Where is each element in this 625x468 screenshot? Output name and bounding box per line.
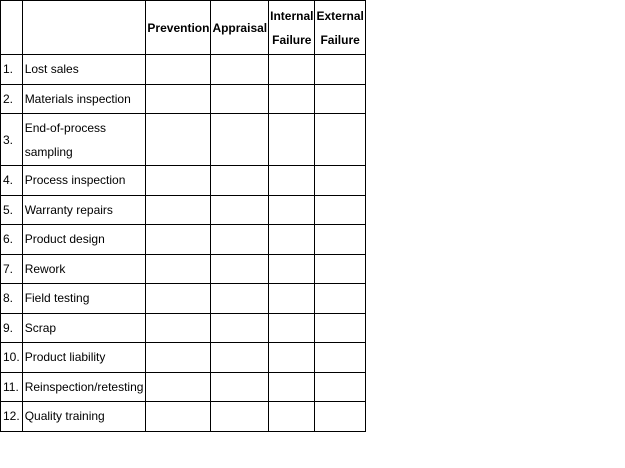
header-internal-failure [269,1,315,55]
prevention-cell [146,284,211,314]
prevention-cell [146,372,211,402]
prevention-cell [146,402,211,432]
header-prevention: Prevention [146,1,211,55]
prevention-cell [146,55,211,85]
prevention-cell [146,84,211,114]
appraisal-cell [211,55,269,85]
appraisal-cell [211,254,269,284]
row-number: 4. [1,166,23,196]
header-external-line1: External [316,8,364,23]
row-number: 1. [1,55,23,85]
row-number: 6. [1,225,23,255]
table-row [1,313,366,343]
internal-failure-cell [269,225,315,255]
internal-failure-cell [269,372,315,402]
table-row [1,225,366,255]
row-item: Materials inspection [22,84,146,114]
table-row [1,372,366,402]
appraisal-cell [211,84,269,114]
internal-failure-cell [269,254,315,284]
internal-failure-cell [269,114,315,166]
table-row [1,166,366,196]
external-failure-cell [315,55,365,85]
external-failure-cell [315,313,365,343]
header-internal-line1: Internal [270,8,314,23]
appraisal-cell [211,343,269,373]
row-number: 5. [1,195,23,225]
row-number: 8. [1,284,23,314]
row-number: 11. [1,372,23,402]
external-failure-cell [315,114,365,166]
header-internal-line2: Failure [272,32,312,47]
row-item: Scrap [22,313,146,343]
prevention-cell [146,166,211,196]
prevention-cell [146,313,211,343]
row-item: Product liability [22,343,146,373]
row-item: Process inspection [22,166,146,196]
external-failure-cell [315,254,365,284]
header-number-blank [1,1,23,55]
appraisal-cell [211,313,269,343]
row-number: 10. [1,343,23,373]
row-number: 9. [1,313,23,343]
table-row [1,55,366,85]
prevention-cell [146,114,211,166]
internal-failure-cell [269,84,315,114]
external-failure-cell [315,372,365,402]
row-item: End-of-process sampling [22,114,146,166]
external-failure-cell [315,84,365,114]
header-row [1,1,366,55]
row-number: 3. [1,114,23,166]
prevention-cell [146,343,211,373]
external-failure-cell [315,402,365,432]
row-number: 12. [1,402,23,432]
internal-failure-cell [269,402,315,432]
prevention-cell [146,254,211,284]
internal-failure-cell [269,195,315,225]
table-row [1,402,366,432]
internal-failure-cell [269,55,315,85]
row-item: Reinspection/retesting [22,372,146,402]
row-item: Field testing [22,284,146,314]
appraisal-cell [211,166,269,196]
row-number: 2. [1,84,23,114]
table-row [1,114,366,166]
table-row [1,84,366,114]
table-row [1,284,366,314]
row-number: 7. [1,254,23,284]
table-row [1,254,366,284]
external-failure-cell [315,284,365,314]
header-appraisal: Appraisal [211,1,269,55]
external-failure-cell [315,343,365,373]
appraisal-cell [211,225,269,255]
appraisal-cell [211,114,269,166]
internal-failure-cell [269,284,315,314]
row-item: Rework [22,254,146,284]
external-failure-cell [315,166,365,196]
row-item: Lost sales [22,55,146,85]
external-failure-cell [315,195,365,225]
table-row [1,195,366,225]
header-external-line2: Failure [320,32,360,47]
row-item: Quality training [22,402,146,432]
internal-failure-cell [269,313,315,343]
prevention-cell [146,225,211,255]
appraisal-cell [211,195,269,225]
header-item-blank [22,1,146,55]
row-item: Warranty repairs [22,195,146,225]
internal-failure-cell [269,166,315,196]
appraisal-cell [211,402,269,432]
row-item: Product design [22,225,146,255]
appraisal-cell [211,284,269,314]
external-failure-cell [315,225,365,255]
header-external-failure [315,1,365,55]
prevention-cell [146,195,211,225]
appraisal-cell [211,372,269,402]
internal-failure-cell [269,343,315,373]
table-row [1,343,366,373]
